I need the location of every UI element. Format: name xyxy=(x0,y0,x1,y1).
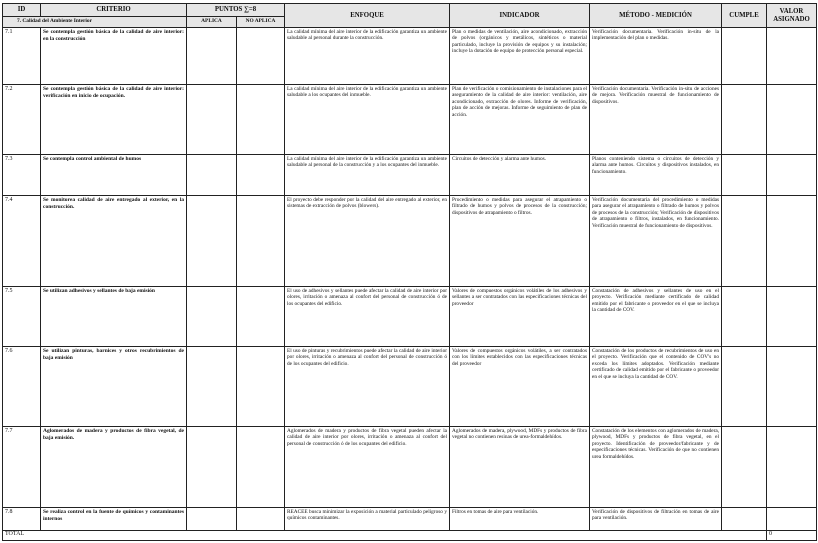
valor-cell[interactable] xyxy=(767,427,817,508)
row-indicador: Procedimiento o medidas para asegurar el atrapamiento o filtrado de humos y polvos de procesos de la construcción; dispositivos de atrapamiento o filtros. xyxy=(450,196,590,287)
row-metodo: Planos conteniendo sistema o circuitos de detección y alarma ante humos. Circuitos y dispositivos instalados, en funcionamiento. xyxy=(590,155,722,196)
row-indicador: Valores de compuestos orgánicos volátiles de los adhesivos y sellantes a ser contratados con las especificaciones técnicas del proveedor xyxy=(450,287,590,347)
table-row xyxy=(3,85,817,155)
row-criterio: Se contempla control ambiental de humos xyxy=(41,155,187,196)
header-puntos: PUNTOS ∑=8 xyxy=(187,4,285,17)
row-metodo: Verificación documentaria. Verificación in-situ de la implementación del plan o medidas. xyxy=(590,28,722,85)
valor-cell[interactable] xyxy=(767,196,817,287)
aplica-cell[interactable] xyxy=(187,196,237,287)
header-criterio: CRITERIO xyxy=(41,4,187,17)
row-id: 7.1 xyxy=(3,28,41,85)
aplica-cell[interactable] xyxy=(187,508,237,531)
row-criterio: Se monitorea calidad de aire entregado al exterior, en la construcción. xyxy=(41,196,187,287)
header-metodo: MÉTODO - MEDICIÓN xyxy=(590,4,722,28)
row-enfoque: La calidad mínima del aire interior de la edificación garantiza un ambiente saludable al personal durante la construcción. xyxy=(285,28,450,85)
no-aplica-cell[interactable] xyxy=(237,196,285,287)
row-metodo: Constatación de los elementos con aglomerados de madera, plywood, MDFs y productos de fibra vegetal, en el proyecto. Identificación de proveedor/fabricante y de especificaciones técnicas. Verificación de que no contienen urea formaldehídos. xyxy=(590,427,722,508)
aplica-cell[interactable] xyxy=(187,85,237,155)
valor-cell[interactable] xyxy=(767,287,817,347)
row-criterio: Se utilizan pinturas, barnices y otros recubrimientos de baja emisión xyxy=(41,347,187,427)
valor-cell[interactable] xyxy=(767,155,817,196)
row-enfoque: La calidad mínima del aire interior de la edificación garantiza un ambiente saludable al personal de la construcción y a los ocupantes del inmueble. xyxy=(285,155,450,196)
row-indicador: Plan o medidas de ventilación, aire acondicionado, extracción de polvos (orgánicos y metálicos, sintéticos o material particulado, incluye la provisión de equipos y su instalación; incluye la dotación de equipo de protección personal especial. xyxy=(450,28,590,85)
valor-cell[interactable] xyxy=(767,508,817,531)
row-metodo: Verificación documentaria. Verificación in-situ de acciones de mejora. Verificación muestral de funcionamiento de dispositivos. xyxy=(590,85,722,155)
table-row xyxy=(3,196,817,287)
header-no-aplica: NO APLICA xyxy=(237,17,285,28)
row-enfoque: REACEE busca minimizar la exposición a material particulado peligroso y químicos contaminantes. xyxy=(285,508,450,531)
cumple-cell[interactable] xyxy=(722,196,767,287)
row-metodo: Constatación de los productos de recubrimientos de uso en el proyecto. Verificación que el contenido de COV's no exceda los límites adoptados. Verificación mediante certificado de calidad emitido por el fabricante o proveedor en el que se incluya la cantidad de COV. xyxy=(590,347,722,427)
cumple-cell[interactable] xyxy=(722,287,767,347)
cumple-cell[interactable] xyxy=(722,427,767,508)
aplica-cell[interactable] xyxy=(187,155,237,196)
aplica-cell[interactable] xyxy=(187,28,237,85)
row-criterio: Se utilizan adhesivos y sellantes de baja emisión xyxy=(41,287,187,347)
table-row xyxy=(3,28,817,85)
header-enfoque: ENFOQUE xyxy=(285,4,450,28)
valor-cell[interactable] xyxy=(767,85,817,155)
table-row xyxy=(3,287,817,347)
row-id: 7.3 xyxy=(3,155,41,196)
valor-cell[interactable] xyxy=(767,347,817,427)
row-metodo: Verificación de dispositivos de filtración en tomas de aire para ventilación. xyxy=(590,508,722,531)
row-criterio: Aglomerados de madera y productos de fibra vegetal, de baja emisión. xyxy=(41,427,187,508)
table-row xyxy=(3,508,817,531)
header-indicador: INDICADOR xyxy=(450,4,590,28)
row-enfoque: La calidad mínima del aire interior de la edificación garantiza un ambiente saludable a los ocupantes del inmueble. xyxy=(285,85,450,155)
table-row xyxy=(3,427,817,508)
row-id: 7.2 xyxy=(3,85,41,155)
total-value: 0 xyxy=(767,531,817,541)
no-aplica-cell[interactable] xyxy=(237,85,285,155)
header-valor: VALOR ASIGNADO xyxy=(767,4,817,28)
header-aplica: APLICA xyxy=(187,17,237,28)
row-enfoque: El uso de adhesivos y sellantes puede afectar la calidad de aire interior por olores, irritación o amenaza al confort del personal de construcción ó de los ocupantes del edificio. xyxy=(285,287,450,347)
row-enfoque: El uso de pinturas y recubrimientos puede afectar la calidad de aire interior por olores, irritación o amenaza al confort del personal de construcción ó de los ocupantes del edificio. xyxy=(285,347,450,427)
row-indicador: Filtros en tomas de aire para ventilación. xyxy=(450,508,590,531)
cumple-cell[interactable] xyxy=(722,508,767,531)
no-aplica-cell[interactable] xyxy=(237,427,285,508)
header-id: ID xyxy=(3,4,41,17)
row-id: 7.4 xyxy=(3,196,41,287)
section-title: 7. Calidad del Ambiente Interior xyxy=(3,17,187,28)
table-row xyxy=(3,155,817,196)
cumple-cell[interactable] xyxy=(722,155,767,196)
aplica-cell[interactable] xyxy=(187,287,237,347)
cumple-cell[interactable] xyxy=(722,85,767,155)
row-enfoque: El proyecto debe responder por la calidad del aire entregado al exterior, en sistemas de extracción de polvos (blowers). xyxy=(285,196,450,287)
aplica-cell[interactable] xyxy=(187,347,237,427)
no-aplica-cell[interactable] xyxy=(237,155,285,196)
cumple-cell[interactable] xyxy=(722,28,767,85)
no-aplica-cell[interactable] xyxy=(237,347,285,427)
row-metodo: Verificación documentaria del procedimiento o medidas para asegurar el atrapamiento o filtrado de humos y polvos de procesos de la construcción; Verificación de dispositivos de atrapamiento o filtros, instalados, en funcionamiento. Verificación muestral de funcionamiento de dispositivos. xyxy=(590,196,722,287)
table-row xyxy=(3,347,817,427)
row-id: 7.5 xyxy=(3,287,41,347)
row-enfoque: Aglomerados de madera y productos de fibra vegetal pueden afectar la calidad de aire interior por olores, irritación o amenaza al confort del personal de construcción ó de los ocupantes del edificio. xyxy=(285,427,450,508)
total-row xyxy=(3,531,817,541)
row-criterio: Se contempla gestión básica de la calidad de aire interior: verificación en inicio de ocupación. xyxy=(41,85,187,155)
row-metodo: Constatación de adhesivos y sellantes de uso en el proyecto. Verificación mediante certificado de calidad emitido por el fabricante o proveedor en el que se incluya la cantidad de COV. xyxy=(590,287,722,347)
row-id: 7.6 xyxy=(3,347,41,427)
row-id: 7.8 xyxy=(3,508,41,531)
row-id: 7.7 xyxy=(3,427,41,508)
row-indicador: Valores de compuestos orgánicos volátiles, a ser contratados con los límites establecidos con las especificaciones técnicas del proveedor xyxy=(450,347,590,427)
no-aplica-cell[interactable] xyxy=(237,28,285,85)
valor-cell[interactable] xyxy=(767,28,817,85)
criteria-table xyxy=(2,3,817,541)
row-indicador: Circuitos de detección y alarma ante humos. xyxy=(450,155,590,196)
cumple-cell[interactable] xyxy=(722,347,767,427)
total-label: TOTAL xyxy=(3,531,767,541)
aplica-cell[interactable] xyxy=(187,427,237,508)
no-aplica-cell[interactable] xyxy=(237,287,285,347)
row-criterio: Se realiza control en la fuente de químicos y contaminantes internos xyxy=(41,508,187,531)
row-indicador: Plan de verificación o comisionamiento de instalaciones para el aseguramiento de la calidad de aire interior: ventilación, aire acondicionado, extracción de olores. Informe de verificación, plan de acción de mejoras. Informe de seguimiento de plan de acción. xyxy=(450,85,590,155)
row-indicador: Aglomerados de madera, plywood, MDFs y productos de fibra vegetal no contienen resinas de urea-formaldehídos. xyxy=(450,427,590,508)
header-cumple: CUMPLE xyxy=(722,4,767,28)
row-criterio: Se contempla gestión básica de la calidad de aire interior: en la construcción xyxy=(41,28,187,85)
no-aplica-cell[interactable] xyxy=(237,508,285,531)
